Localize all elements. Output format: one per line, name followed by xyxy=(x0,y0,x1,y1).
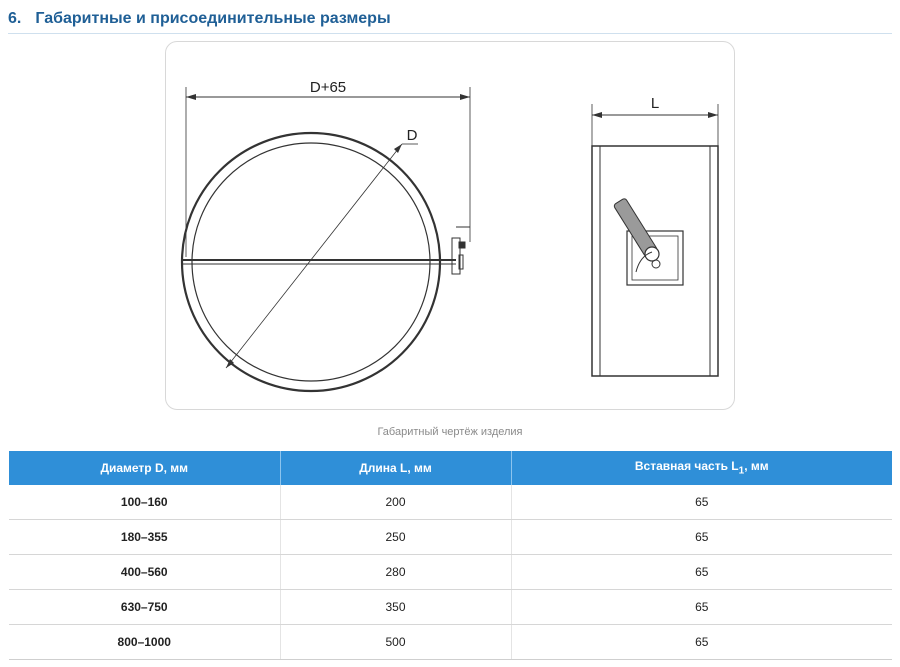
cell-insert: 65 xyxy=(511,485,892,520)
cell-diameter: 800–1000 xyxy=(9,625,280,660)
cell-diameter: 100–160 xyxy=(9,485,280,520)
header-insert: Вставная часть $L_1$, мм xyxy=(511,451,892,485)
table-row xyxy=(9,625,892,660)
label-diameter: D xyxy=(406,127,418,144)
table-row xyxy=(9,590,892,625)
arrow-left-icon xyxy=(186,94,196,100)
cell-insert: 65 xyxy=(511,590,892,625)
section-title: Габаритные и присоединительные размеры xyxy=(35,10,391,27)
cell-length: 280 xyxy=(280,555,511,590)
cell-length: 250 xyxy=(280,520,511,555)
arrow-right-icon xyxy=(460,94,470,100)
side-view-body xyxy=(592,146,718,376)
cell-diameter: 630–750 xyxy=(9,590,280,625)
cell-length: 200 xyxy=(280,485,511,520)
section-number: 6. xyxy=(8,10,22,27)
cell-length: 500 xyxy=(280,625,511,660)
dimension-drawing xyxy=(166,42,736,411)
cell-insert: 65 xyxy=(511,555,892,590)
table-header-row xyxy=(9,451,892,485)
section-heading xyxy=(8,5,892,34)
cell-diameter: 180–355 xyxy=(9,520,280,555)
arrow-diameter-top-icon xyxy=(394,144,402,153)
drawing-card xyxy=(165,41,735,410)
cell-insert: 65 xyxy=(511,625,892,660)
label-width: D+65 xyxy=(309,79,347,96)
damper-outer-ring xyxy=(182,133,440,391)
cell-length: 350 xyxy=(280,590,511,625)
drawing-caption: Габаритный чертёж изделия xyxy=(377,426,523,438)
header-length: Длина L, мм xyxy=(280,451,511,485)
damper-inner-ring xyxy=(192,143,430,381)
table-row xyxy=(9,520,892,555)
header-diameter: Диаметр D, мм xyxy=(9,451,280,485)
table-row xyxy=(9,555,892,590)
table-row xyxy=(9,485,892,520)
diameter-line xyxy=(226,144,402,368)
dimensions-table xyxy=(9,451,892,660)
cell-insert: 65 xyxy=(511,520,892,555)
label-length: L xyxy=(650,95,660,112)
cell-diameter: 400–560 xyxy=(9,555,280,590)
